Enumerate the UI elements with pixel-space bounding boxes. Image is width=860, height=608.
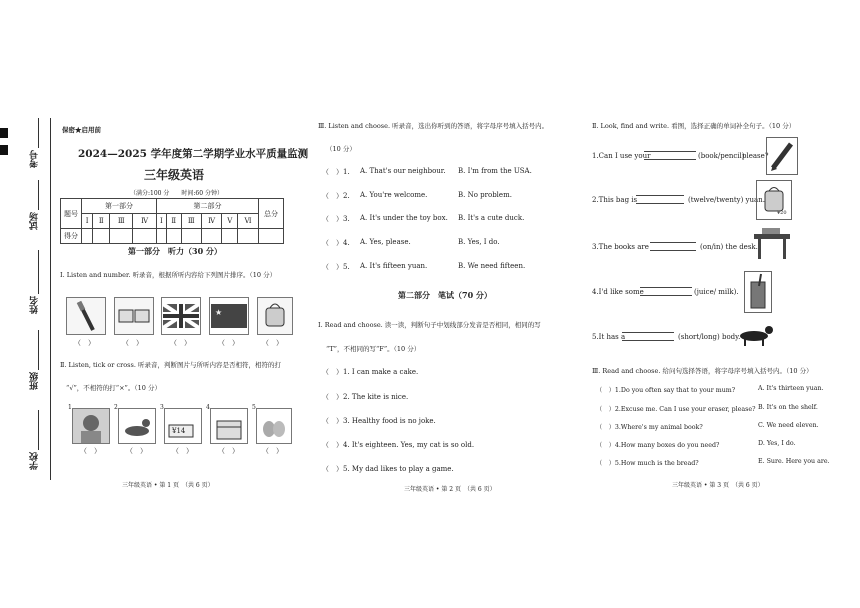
fill-line-exam-no [38,118,39,148]
p2q3-item-4-a: D. Yes, I do. [758,440,796,447]
price-label: ¥14 [172,427,186,435]
score-cell[interactable] [201,229,222,244]
p2q3-item-3-a: C. We need eleven. [758,422,819,429]
q2-number: 5 [252,404,256,411]
p2q2-item-1-post: please? [742,152,769,160]
q3-item-4-b: B. Yes, I do. [458,238,500,246]
q2-instruction-line1: Ⅱ. Listen, tick or cross. 听录音，判断图片与所听内容是否相符，相符的打 [60,361,281,369]
p2q1-item[interactable]: （ ）2. The kite is nice. [322,393,409,401]
china-flag-icon [209,297,249,335]
side-label-name: 姓名 [30,296,40,314]
dog-icon [118,408,156,444]
q1-instruction: Ⅰ. Listen and number. 听录音，根据所听内容给下列图片排序。（10 分） [60,271,277,279]
score-col: Ⅳ [201,214,222,229]
p2q2-item-4-pre: 4.I'd like some [592,288,644,296]
answer-paren[interactable]: （ ） [170,339,191,347]
score-cell[interactable] [157,229,167,244]
answer-paren[interactable]: （ ） [218,447,239,455]
score-cell[interactable] [166,229,181,244]
q3-item-1-a: A. That's our neighbour. [360,167,446,175]
score-row-label: 得分 [61,229,82,244]
score-cell[interactable] [133,229,157,244]
score-col: Ⅲ [181,214,201,229]
p2q3-item-2-a: B. It's on the shelf. [758,404,818,411]
q3-item-1-num[interactable]: （ ）1. [322,168,350,176]
juice-glass-icon [744,271,772,313]
p2q2-item-1-pre: 1.Can I use your [592,152,651,160]
bag-price-label: ¥20 [777,210,787,216]
eggs-icon [256,408,292,444]
p2q3-item-1-a: A. It's thirteen yuan. [758,385,824,392]
score-col: Ⅲ [110,214,133,229]
schoolbag-icon [756,180,792,220]
p2q2-item-5-pre: 5.It has a [592,333,626,341]
score-table [60,198,284,244]
score-col: Ⅵ [238,214,259,229]
write-line[interactable] [644,151,696,160]
exam-title: 2024—2025 学年度第二学期学业水平质量监测 [78,148,309,160]
p2q3-item-3-q[interactable]: （ ）3.Where's my animal book? [596,424,703,431]
q3-instruction-line2: （10 分） [326,145,356,153]
price-tag-icon [164,408,202,444]
p2q2-item-3-pre: 3.The books are [592,243,649,251]
score-col: Ⅰ [157,214,167,229]
binding-line [50,118,51,480]
page-footer-3: 三年级英语 • 第 3 页 （共 6 页） [672,482,764,489]
q2-number: 1 [68,404,72,411]
q3-item-1-b: B. I'm from the USA. [458,167,532,175]
side-label-exam-no: 考号 [30,150,40,168]
answer-paren[interactable]: （ ） [172,447,193,455]
fill-line-school [38,410,39,450]
p2q1-instruction-line1: Ⅰ. Read and choose. 读一读，判断句子中划线部分发音是否相同，相同的写 [318,321,541,329]
pen-icon [66,297,106,335]
p2q1-item[interactable]: （ ）1. I can make a cake. [322,368,419,376]
fill-line-room [38,180,39,210]
q3-item-3-b: B. It's a cute duck. [458,214,525,222]
score-cell[interactable] [93,229,110,244]
p2q2-instruction: Ⅱ. Look, find and write. 看图，选择正确的单词补全句子。（10 分） [592,122,796,130]
q2-number: 4 [206,404,210,411]
desk-with-books-icon [752,226,792,262]
confidential-stamp: 保密★启用前 [62,126,101,134]
q2-number: 2 [114,404,118,411]
page-footer-2: 三年级英语 • 第 2 页 （共 6 页） [404,486,496,493]
answer-paren[interactable]: （ ） [218,339,239,347]
score-col: Ⅱ [93,214,110,229]
fill-line-name [38,250,39,294]
write-line[interactable] [622,332,674,341]
score-cell[interactable] [82,229,93,244]
score-cell[interactable] [238,229,259,244]
score-table-part2: 第二部分 [157,199,259,214]
boxes-icon [114,297,154,335]
dachshund-icon [736,318,776,350]
q2-number: 3 [160,404,164,411]
p2q2-item-3-opt: (on/in) the desk. [700,243,758,251]
bag-icon [257,297,293,335]
p2q1-item[interactable]: （ ）3. Healthy food is no joke. [322,417,436,425]
q3-item-3-a: A. It's under the toy box. [360,214,448,222]
p2q3-item-2-q[interactable]: （ ）2.Excuse me. Can I use your eraser, please? [596,406,756,413]
q3-item-3-num[interactable]: （ ）3. [322,215,350,223]
exam-meta: （满分:100 分 时间:60 分钟） [130,190,223,197]
q3-item-4-num[interactable]: （ ）4. [322,239,350,247]
q3-item-5-b: B. We need fifteen. [458,262,526,270]
q3-item-2-num[interactable]: （ ）2. [322,192,350,200]
score-table-part1: 第一部分 [82,199,157,214]
p2q3-item-4-q[interactable]: （ ）4.How many boxes do you need? [596,442,720,449]
score-col: Ⅱ [166,214,181,229]
p2q1-instruction-line2: “T”，不相同的写“F”。（10 分） [326,345,421,353]
side-label-class: 班级 [30,372,40,390]
score-table-total: 总分 [259,199,284,229]
svg-text:★: ★ [215,308,223,317]
p2q1-item[interactable]: （ ）5. My dad likes to play a game. [322,465,454,473]
p2q2-item-4-opt: (juice/ milk). [694,288,739,296]
answer-paren[interactable]: （ ） [262,447,283,455]
q3-item-5-a: A. It's fifteen yuan. [360,262,428,270]
write-line[interactable] [636,195,684,204]
score-cell[interactable] [181,229,201,244]
girl-portrait-icon [72,408,110,444]
answer-paren[interactable]: （ ） [262,339,283,347]
side-label-school: 学校 [30,452,40,470]
page-footer-1: 三年级英语 • 第 1 页 （共 6 页） [122,482,214,489]
p2q2-item-2-pre: 2.This bag is [592,196,638,204]
uk-flag-icon [161,297,201,335]
p2q2-item-2-opt: (twelve/twenty) yuan. [688,196,765,204]
scan-mark-bottom [0,145,8,155]
score-col: Ⅴ [222,214,238,229]
pencil-icon [766,137,798,175]
q3-item-2-a: A. You're welcome. [360,191,428,199]
side-label-room: 试场 [30,212,40,230]
q2-instruction-line2: “√”，不相符的打“×”。（10 分） [66,384,161,392]
p2q3-instruction: Ⅲ. Read and choose. 给问句选择答语，将字母序号填入括号内。（10 分） [592,367,813,375]
score-cell[interactable] [259,229,284,244]
q3-instruction-line1: Ⅲ. Listen and choose. 听录音，选出你听到的答语，将字母序号填入括号内。 [318,122,549,130]
write-line[interactable] [650,242,696,251]
score-table-header: 题号 [61,199,82,229]
q3-item-4-a: A. Yes, please. [360,238,411,246]
p2q3-item-5-q[interactable]: （ ）5.How much is the bread? [596,460,699,467]
p2q2-item-5-opt: (short/long) body. [678,333,741,341]
answer-paren[interactable]: （ ） [74,339,95,347]
q3-item-2-b: B. No problem. [458,191,512,199]
scan-mark-top [0,128,8,138]
section1-title: 第一部分 听力（30 分） [128,246,222,256]
p2q3-item-1-q[interactable]: （ ）1.Do you often say that to your mum? [596,387,736,394]
q3-item-5-num[interactable]: （ ）5. [322,263,350,271]
answer-paren[interactable]: （ ） [80,447,101,455]
score-col: Ⅳ [133,214,157,229]
answer-paren[interactable]: （ ） [122,339,143,347]
answer-paren[interactable]: （ ） [126,447,147,455]
score-col: Ⅰ [82,214,93,229]
write-line[interactable] [640,287,692,296]
p2q1-item[interactable]: （ ）4. It's eighteen. Yes, my cat is so old. [322,441,475,449]
p2q3-item-5-a: E. Sure. Here you are. [758,458,830,465]
gift-box-icon [210,408,248,444]
score-cell[interactable] [222,229,238,244]
fill-line-class [38,330,39,370]
p2q2-item-1-opt: (book/pencil) [698,152,745,160]
subject-title: 三年级英语 [144,168,205,182]
section2-title: 第二部分 笔试（70 分） [398,290,492,300]
score-cell[interactable] [110,229,133,244]
